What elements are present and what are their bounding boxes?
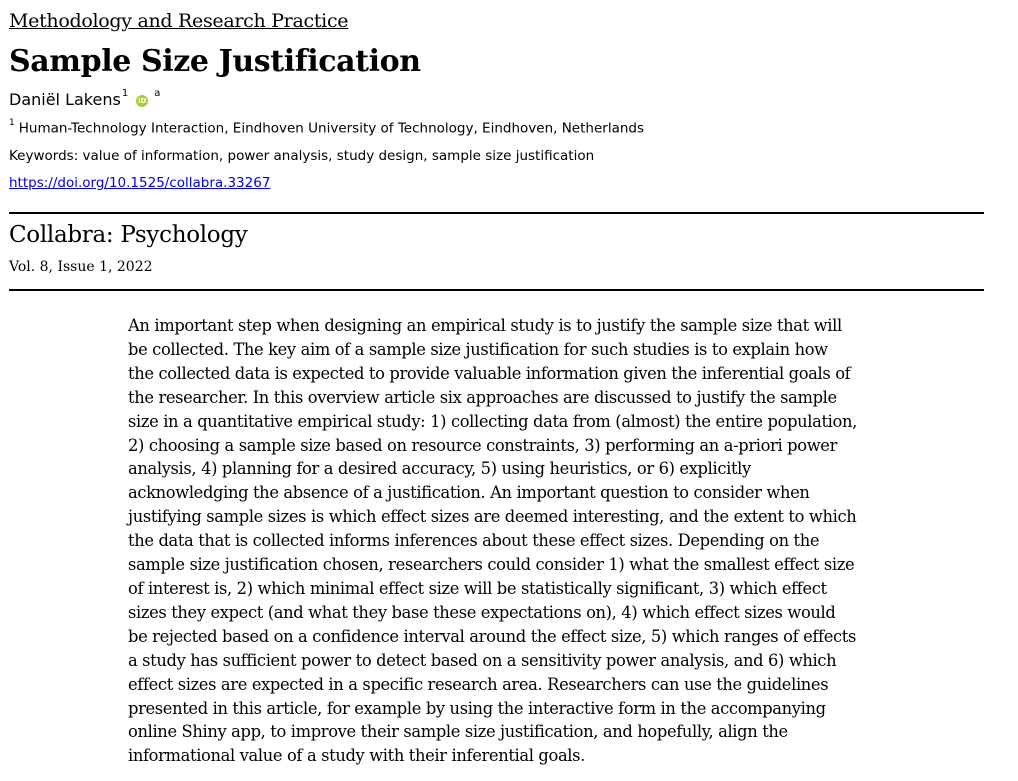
divider-bottom bbox=[9, 289, 984, 291]
orcid-icon[interactable]: iD bbox=[138, 97, 147, 105]
journal-volume: Vol. 8, Issue 1, 2022 bbox=[9, 259, 153, 275]
article-title: Sample Size Justification bbox=[9, 44, 421, 79]
section-link[interactable]: Methodology and Research Practice bbox=[9, 10, 349, 32]
affiliation-number: 1 bbox=[9, 118, 15, 128]
author-line bbox=[9, 90, 160, 109]
doi-link[interactable]: https://doi.org/10.1525/collabra.33267 bbox=[9, 175, 271, 191]
affiliation-text: Human-Technology Interaction, Eindhoven University of Technology, Eindhoven, Netherlands bbox=[18, 120, 644, 137]
divider-top bbox=[9, 212, 984, 214]
keywords: Keywords: value of information, power analysis, study design, sample size justification bbox=[9, 148, 595, 164]
author-affiliation-number: 1 bbox=[121, 88, 129, 99]
abstract-text: An important step when designing an empirical study is to justify the sample size that will be collected. The key aim of a sample size justification for such studies is to explain how the collected data is expected to provide valuable information given the inferential goals of the researcher. In this overview article six approaches are discussed to justify the sample size in a quantitative empirical study: 1) collecting data from (almost) the entire population, 2) choosing a sample size based on resource constraints, 3) performing an a-priori power analysis, 4) planning for a desired accuracy, 5) using heuristics, or 6) explicitly acknowledging the absence of a justification. An important question to consider when justifying sample sizes is which effect sizes are deemed interesting, and the extent to which the data that is collected informs inferences about these effect sizes. Depending on the sample size justification chosen, researchers could consider 1) what the smallest effect size of interest is, 2) which minimal effect size will be statistically significant, 3) which effect sizes they expect (and what they base these expectations on), 4) which effect sizes would be rejected based on a confidence interval around the effect size, 5) which ranges of effects a study has sufficient power to detect based on a sensitivity power analysis, and 6) which effect sizes are expected in a specific research area. Researchers can use the guidelines presented in this article, for example by using the interactive form in the accompanying online Shiny app, to improve their sample size justification, and hopefully, align the informational value of a study with their inferential goals. bbox=[128, 316, 857, 766]
author-note-mark[interactable]: a bbox=[154, 88, 161, 99]
affiliation bbox=[9, 120, 644, 137]
journal-name: Collabra: Psychology bbox=[9, 222, 248, 248]
author-name[interactable]: Daniël Lakens bbox=[9, 90, 121, 109]
